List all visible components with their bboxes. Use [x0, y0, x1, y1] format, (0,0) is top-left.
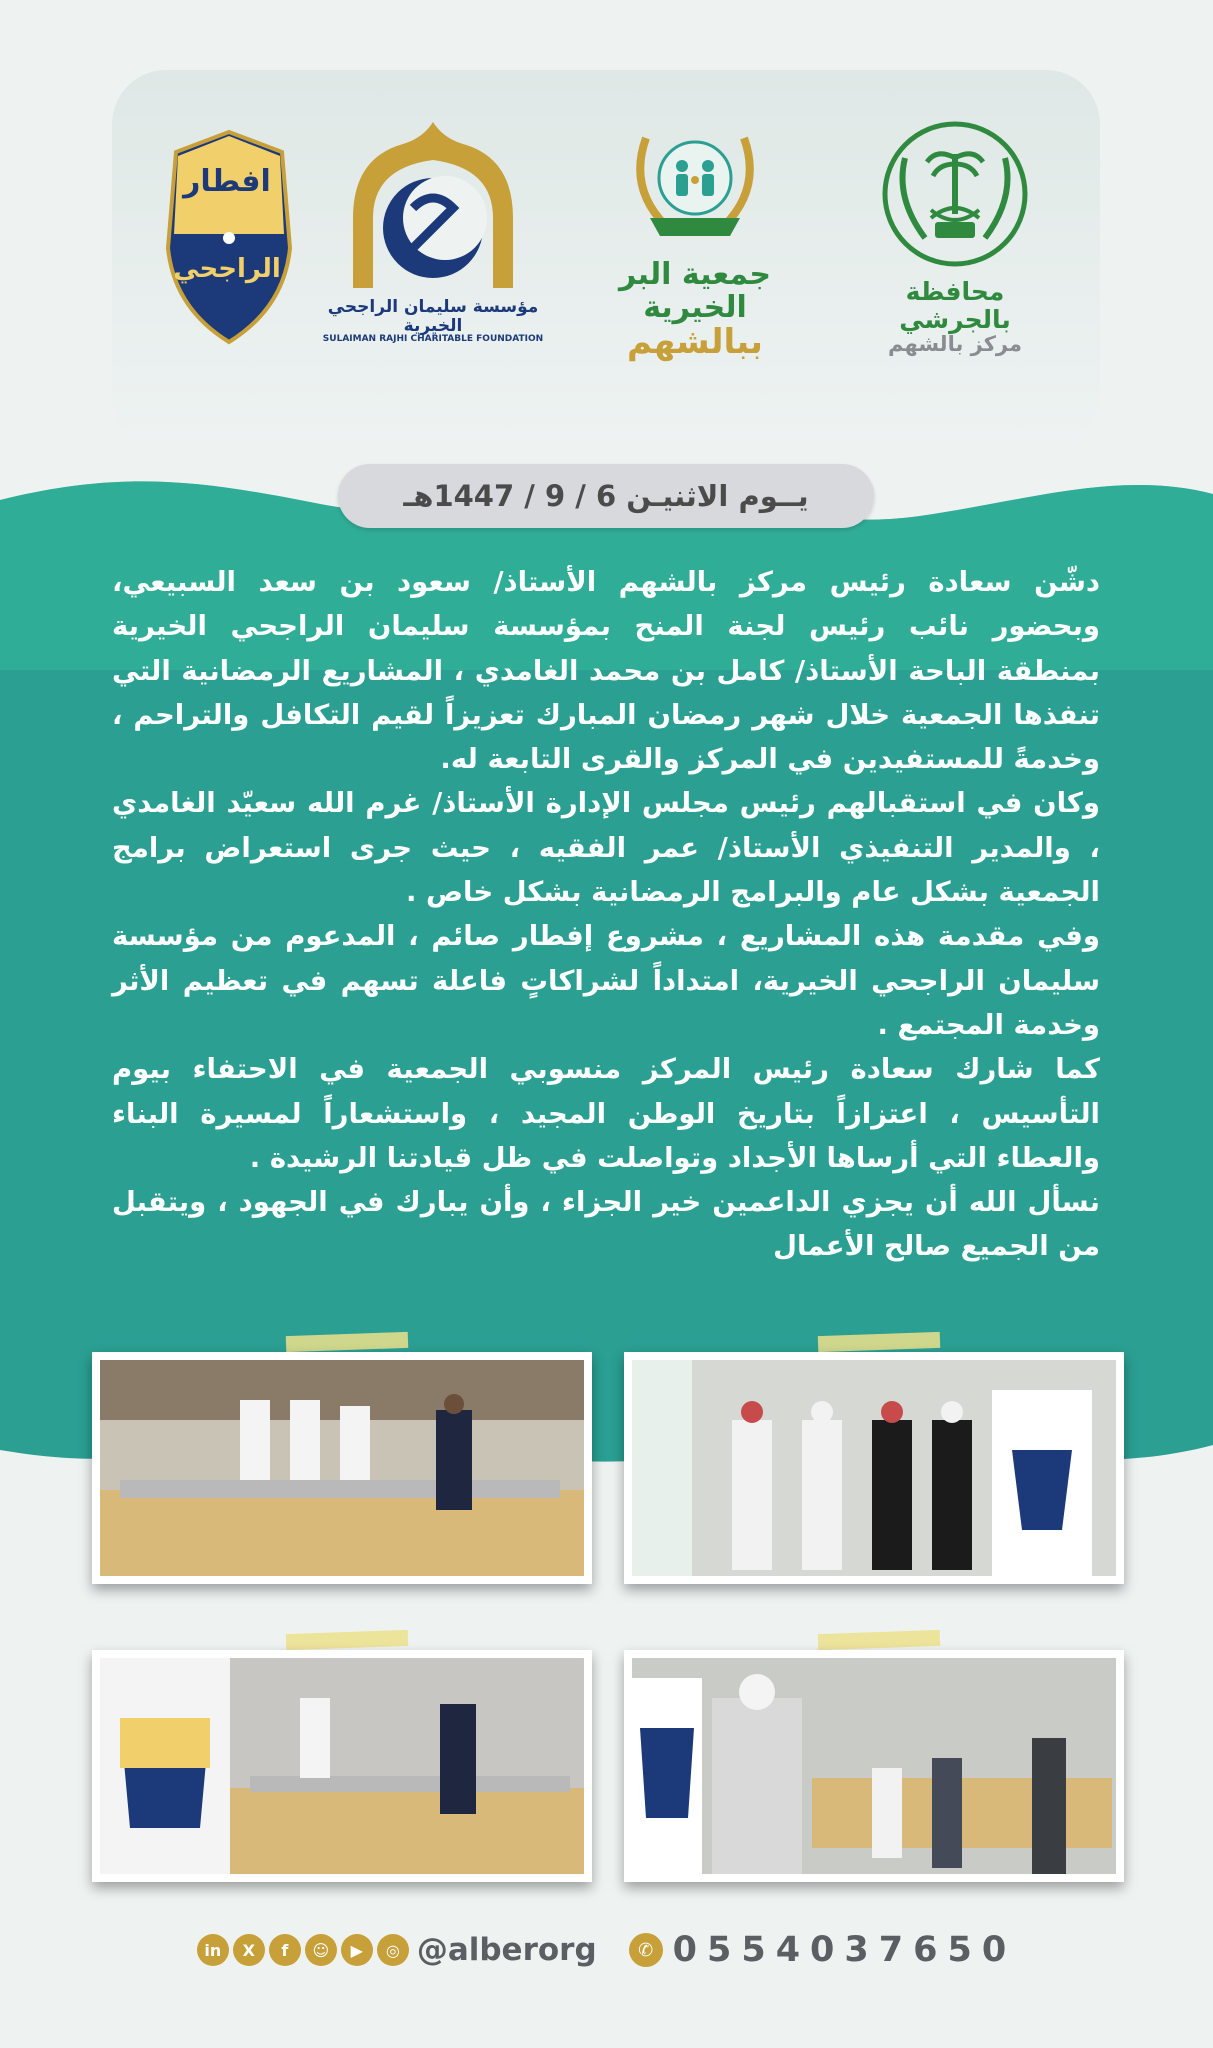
iftar-line1: افطار	[183, 164, 271, 199]
association-logo	[570, 118, 820, 361]
photo-distribution-1	[92, 1352, 592, 1584]
photo-distribution-3	[624, 1650, 1124, 1882]
paragraph-1: دشّن سعادة رئيس مركز بالشهم الأستاذ/ سعود بن سعد السبيعي، وبحضور نائب رئيس لجنة المنح بمؤسسة سليمان الراجحي الخيرية بمنطقة الباحة الأستاذ/ كامل بن محمد الغامدي ، المشاريع الرمضانية التي تنفذها الجمعية خلال شهر رمضان المبارك تعزيزاً لقيم التكافل والتراحم ، وخدمةً للمستفيدين في المركز والقرى التابعة له.	[112, 566, 1100, 776]
palm-swords-emblem-icon	[875, 118, 1035, 270]
paragraph-4: كما شارك سعادة رئيس المركز منسوبي الجمعية في الاحتفاء بيوم التأسيس ، اعتزازاً بتاريخ الوطن المجيد ، واستشعاراً لمسيرة البناء والعطاء التي أرساها الأجداد وتواصلت في ظل قيادتنا الرشيدة .	[112, 1053, 1100, 1174]
social-handle[interactable]: @alberorg	[416, 1932, 597, 1968]
photo-tape	[286, 1630, 408, 1650]
foundation-subtitle: SULAIMAN RAJHI CHARITABLE FOUNDATION	[322, 334, 544, 345]
rajhi-crescent-emblem-icon	[343, 118, 523, 294]
social-icons	[197, 1934, 409, 1966]
x-icon[interactable]: X	[233, 1934, 265, 1966]
photo-delegation	[624, 1352, 1124, 1584]
phone-icon: ✆	[629, 1933, 663, 1967]
snapchat-icon[interactable]: ☺	[305, 1934, 337, 1966]
linkedin-icon[interactable]: in	[197, 1934, 229, 1966]
iftar-badge-icon	[164, 128, 294, 346]
instagram-icon[interactable]: ◎	[377, 1934, 409, 1966]
paragraph-3: وفي مقدمة هذه المشاريع ، مشروع إفطار صائم ، المدعوم من مؤسسة سليمان الراجحي الخيرية، امتداداً لشراكاتٍ فاعلة تسهم في تعظيم الأثر وخدمة المجتمع .	[112, 920, 1100, 1041]
governorate-logo	[855, 118, 1055, 356]
phone-number[interactable]: 0554037650	[672, 1930, 1017, 1970]
article-body	[112, 560, 1100, 1269]
foundation-logo	[318, 118, 548, 345]
family-wreath-icon	[620, 118, 770, 248]
phone-contact[interactable]	[629, 1930, 1017, 1970]
foundation-title: مؤسسة سليمان الراجحي الخيرية	[327, 297, 539, 336]
association-title: جمعية البر الخيرية	[618, 257, 771, 325]
footer	[0, 1920, 1213, 1980]
youtube-icon[interactable]: ▶	[341, 1934, 373, 1966]
governorate-subtitle: مركز بالشهم	[887, 332, 1022, 356]
iftar-logo	[162, 128, 296, 346]
paragraph-2: وكان في استقبالهم رئيس مجلس الإدارة الأستاذ/ غرم الله سعيّد الغامدي ، والمدير التنفيذي الأستاذ/ عمر الفقيه ، حيث جرى استعراض برامج الجمعية بشكل عام والبرامج الرمضانية بشكل خاص .	[112, 787, 1100, 909]
facebook-icon[interactable]: f	[269, 1934, 301, 1966]
paragraph-5: نسأل الله أن يجزي الداعمين خير الجزاء ، وأن يبارك في الجهود ، ويتقبل من الجميع صالح الأعمال	[112, 1186, 1100, 1263]
iftar-line2: الراجحي	[173, 254, 281, 284]
photo-distribution-2	[92, 1650, 592, 1882]
association-subtitle: ببالشهم	[627, 322, 763, 362]
photo-tape	[818, 1630, 940, 1650]
date-text: يــوم الاثنيـن 6 / 9 / 1447هـ	[403, 479, 809, 513]
governorate-title: محافظة بالجرشي	[899, 277, 1011, 334]
date-pill	[338, 464, 874, 528]
